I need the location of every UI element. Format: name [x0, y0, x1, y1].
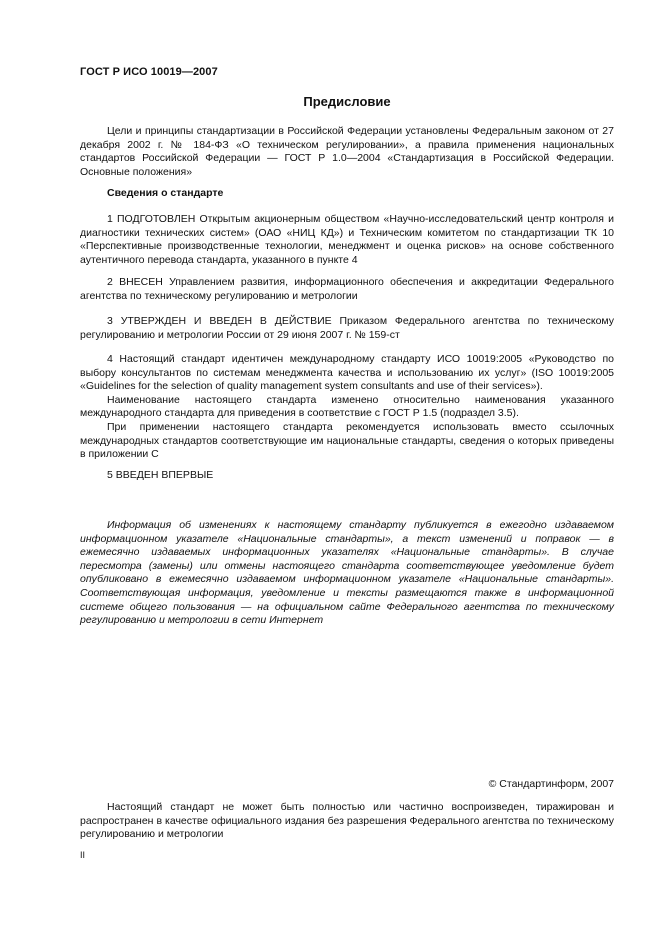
page-number: II	[80, 850, 86, 860]
item-4-paragraph-1: 4 Настоящий стандарт идентичен международному стандарту ИСО 10019:2005 «Руководство по выбору консультантов по системам менеджмента качества и использованию их услуг» (ISO 10019:2005 «Guidelines for the selection of quality management system consultants and use of their services»).	[80, 353, 614, 393]
item-4-block	[80, 353, 614, 462]
item-4-paragraph-3: При применении настоящего стандарта рекомендуется использовать вместо ссылочных международных стандартов соответствующие им национальные стандарты, сведения о которых приведены в приложении С	[80, 420, 614, 461]
copyright-line: © Стандартинформ, 2007	[488, 778, 614, 790]
notice-paragraph: Информация об изменениях к настоящему стандарту публикуется в ежегодно издаваемом информационном указателе «Национальные стандарты», а текст изменений и поправок — в ежемесячно издаваемых информационных указателях «Национальные стандарты». В случае пересмотра (замены) или отмены настоящего стандарта соответствующее уведомление будет опубликовано в ежемесячно издаваемом информационном указателе «Национальные стандарты». Соответствующая информация, уведомление и тексты размещаются также в информационной системе общего пользования — на официальном сайте Федерального агентства по техническому регулированию и метрологии в сети Интернет	[80, 519, 614, 627]
intro-paragraph: Цели и принципы стандартизации в Российской Федерации установлены Федеральным законом от 27 декабря 2002 г. № 184-ФЗ «О техническом регулировании», а правила применения национальных стандартов Российской Федерации — ГОСТ Р 1.0—2004 «Стандартизация в Российской Федерации. Основные положения»	[80, 125, 614, 178]
reproduction-notice-block	[80, 801, 614, 842]
page-title: Предисловие	[303, 94, 391, 109]
item-5-block	[80, 469, 614, 483]
item-4-paragraph-2: Наименование настоящего стандарта изменено относительно наименования указанного международного стандарта для приведения в соответствие с ГОСТ Р 1.5 (подраздел 3.5).	[80, 393, 614, 420]
item-2-block	[80, 276, 614, 303]
notice-block	[80, 519, 614, 628]
item-5-paragraph: 5 ВВЕДЕН ВПЕРВЫЕ	[107, 469, 214, 481]
item-1-paragraph: 1 ПОДГОТОВЛЕН Открытым акционерным обществом «Научно-исследовательский центр контроля и диагностики технических систем» (ОАО «НИЦ КД») и Техническим комитетом по стандартизации ТК 10 «Перспективные производственные технологии, менеджмент и оценка рисков» на основе собственного аутентичного перевода стандарта, указанного в пункте 4	[80, 213, 614, 266]
intro-block	[80, 125, 614, 179]
item-2-paragraph: 2 ВНЕСЕН Управлением развития, информационного обеспечения и аккредитации Федерального агентства по техническому регулированию и метрологии	[80, 276, 614, 302]
item-3-paragraph: 3 УТВЕРЖДЕН И ВВЕДЕН В ДЕЙСТВИЕ Приказом Федерального агентства по техническому регулированию и метрологии России от 29 июня 2007 г. № 159-ст	[80, 315, 614, 341]
standard-info-heading: Сведения о стандарте	[107, 187, 224, 199]
item-1-block	[80, 213, 614, 267]
document-id-header: ГОСТ Р ИСО 10019—2007	[80, 66, 218, 78]
item-3-block	[80, 315, 614, 342]
reproduction-notice-paragraph: Настоящий стандарт не может быть полностью или частично воспроизведен, тиражирован и распространен в качестве официального издания без разрешения Федерального агентства по техническому регулированию и метрологии	[80, 801, 614, 841]
